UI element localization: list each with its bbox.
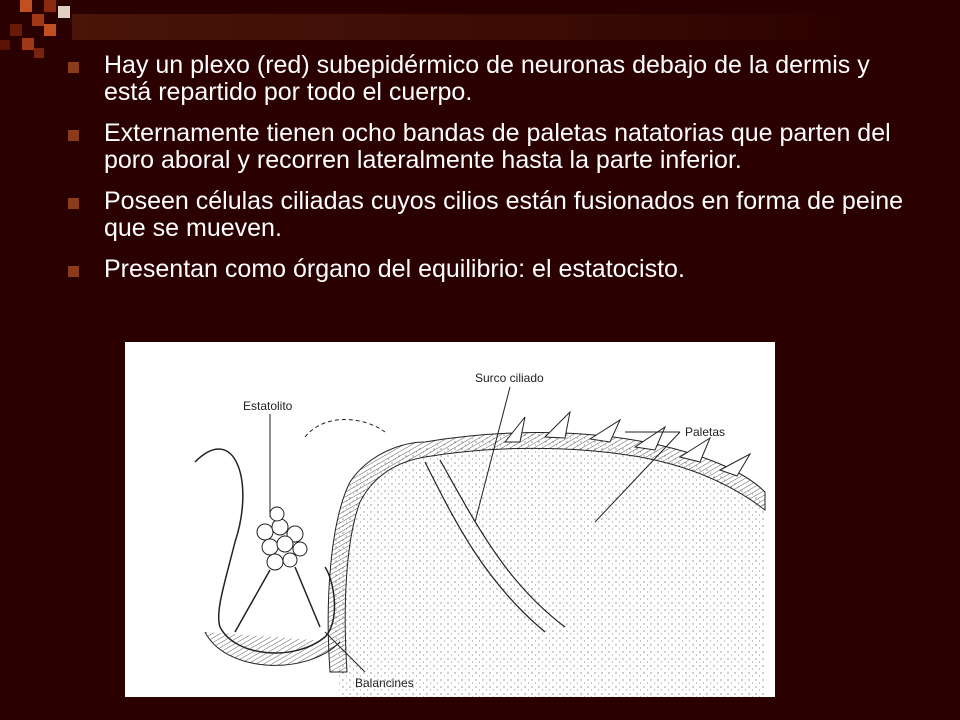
statocyst-diagram xyxy=(125,342,775,697)
bullet-square-icon xyxy=(68,62,79,73)
bullet-item xyxy=(66,256,916,283)
bullet-text: Poseen células ciliadas cuyos cilios están fusionados en forma de peine que se mueven. xyxy=(104,187,904,242)
bullet-text: Externamente tienen ocho bandas de paletas natatorias que parten del poro aboral y recorren lateralmente hasta la parte inferior. xyxy=(104,119,891,174)
bullet-item xyxy=(66,188,916,242)
label-estatolito: Estatolito xyxy=(243,399,293,413)
bullet-square-icon xyxy=(68,198,79,209)
statolith xyxy=(257,507,307,570)
label-balancines: Balancines xyxy=(355,676,414,690)
bullet-text: Presentan como órgano del equilibrio: el estatocisto. xyxy=(104,255,685,283)
outer-wall xyxy=(195,449,243,627)
label-surco-ciliado: Surco ciliado xyxy=(475,371,544,385)
bullet-list xyxy=(66,52,916,297)
label-paletas: Paletas xyxy=(685,425,726,439)
bullet-square-icon xyxy=(68,266,79,277)
bullet-square-icon xyxy=(68,130,79,141)
diagram-svg xyxy=(125,342,775,697)
title-bar xyxy=(72,14,870,40)
bullet-item xyxy=(66,120,916,174)
bullet-item xyxy=(66,52,916,106)
bullet-text: Hay un plexo (red) subepidérmico de neuronas debajo de la dermis y está repartido por todo el cuerpo. xyxy=(104,51,870,106)
